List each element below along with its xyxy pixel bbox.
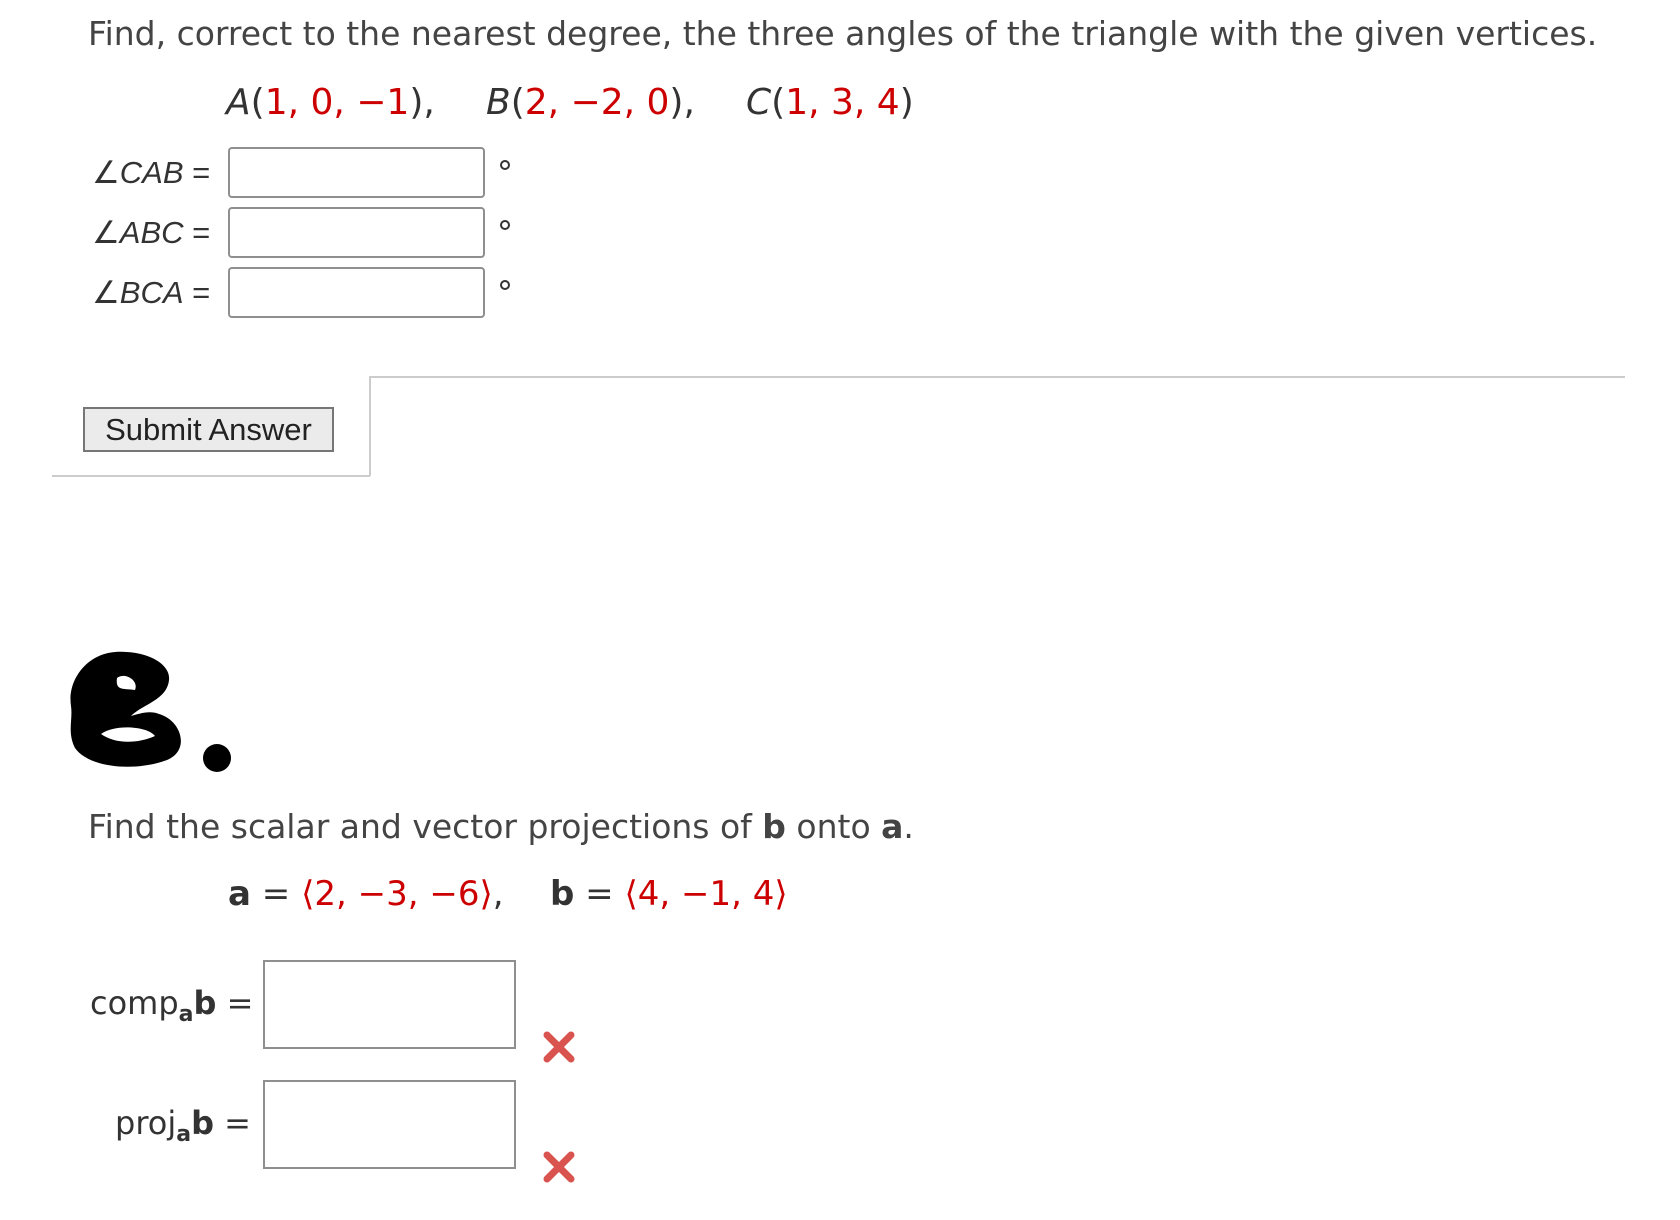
degree-symbol <box>500 280 510 290</box>
submit-panel-border <box>370 376 1625 378</box>
vector-b-definition: b = ⟨4, −1, 4⟩ <box>550 874 788 914</box>
vector-a-definition: a = ⟨2, −3, −6⟩, <box>228 874 504 914</box>
vertex-a: A(1, 0, −1), <box>226 82 435 123</box>
comp-a-b-label: comp$_a$b = <box>90 984 254 1027</box>
problem2-prompt: Find the scalar and vector projections of b onto a. <box>88 807 914 846</box>
incorrect-x-icon <box>542 1150 576 1184</box>
degree-symbol <box>500 160 510 170</box>
angle-abc-label: ∠ABC = <box>92 215 211 250</box>
submit-panel-border <box>52 475 370 477</box>
angle-cab-input[interactable] <box>228 147 485 198</box>
vertex-c: C(1, 3, 4) <box>746 82 914 123</box>
angle-abc-input[interactable] <box>228 207 485 258</box>
vertex-b: B(2, −2, 0), <box>486 82 695 123</box>
handwritten-six-annotation <box>55 640 245 780</box>
submit-panel-border <box>369 376 371 476</box>
angle-bca-label: ∠BCA = <box>92 275 211 310</box>
angle-bca-input[interactable] <box>228 267 485 318</box>
proj-a-b-input[interactable] <box>263 1080 516 1169</box>
incorrect-x-icon <box>542 1030 576 1064</box>
submit-answer-button[interactable]: Submit Answer <box>83 407 334 452</box>
problem1-prompt: Find, correct to the nearest degree, the three angles of the triangle with the given vertices. <box>88 14 1598 53</box>
degree-symbol <box>500 220 510 230</box>
proj-a-b-label: proj$_a$b = <box>115 1104 251 1147</box>
comp-a-b-input[interactable] <box>263 960 516 1049</box>
angle-cab-label: ∠CAB = <box>92 155 211 190</box>
